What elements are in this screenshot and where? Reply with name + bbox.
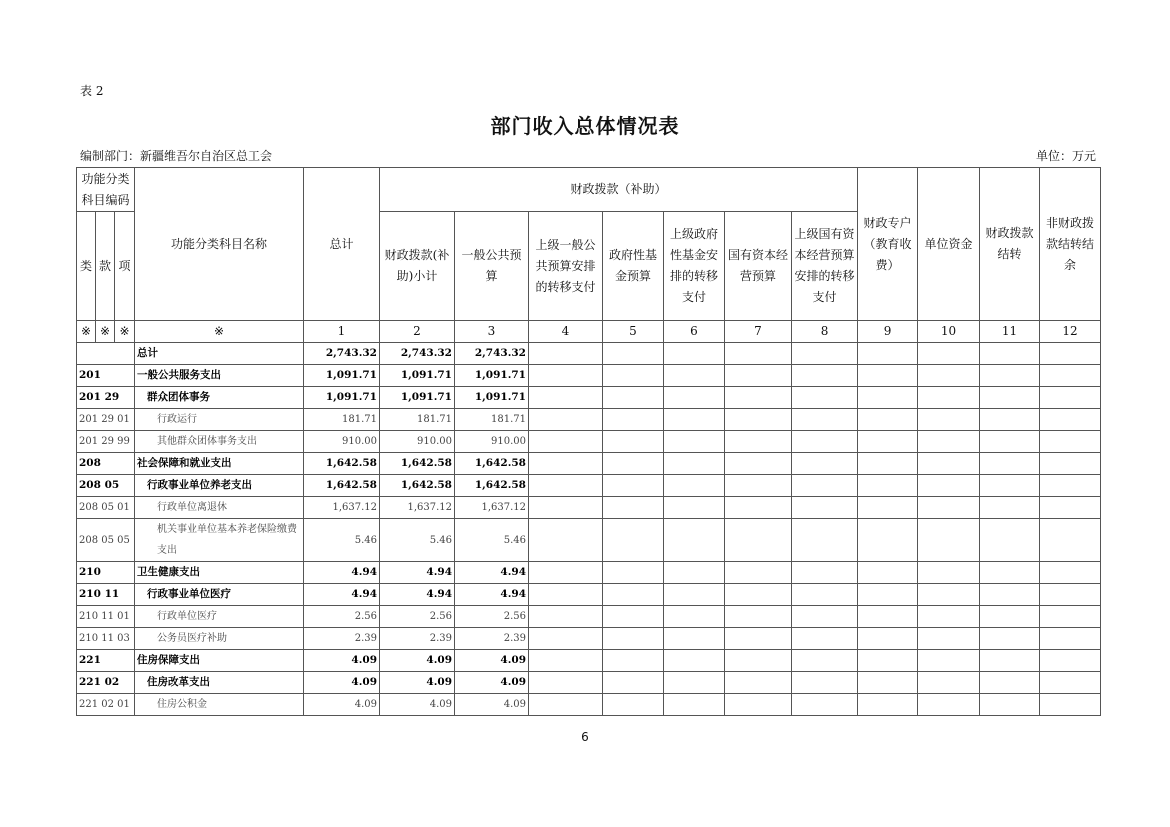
empty-cell xyxy=(918,628,980,650)
row-general: 4.09 xyxy=(455,650,529,672)
row-total: 1,642.58 xyxy=(304,475,380,497)
empty-cell xyxy=(858,519,918,562)
empty-cell xyxy=(725,497,792,519)
row-total: 2,743.32 xyxy=(304,343,380,365)
table-row xyxy=(77,497,1101,519)
empty-cell xyxy=(918,584,980,606)
empty-cell xyxy=(529,431,603,453)
row-total: 1,091.71 xyxy=(304,387,380,409)
row-name: 机关事业单位基本养老保险缴费支出 xyxy=(135,519,304,562)
row-subtotal: 1,637.12 xyxy=(380,497,455,519)
empty-cell xyxy=(918,409,980,431)
row-subtotal: 4.94 xyxy=(380,584,455,606)
empty-cell xyxy=(664,387,725,409)
empty-cell xyxy=(918,519,980,562)
row-total: 2.39 xyxy=(304,628,380,650)
empty-cell xyxy=(792,365,858,387)
table-row xyxy=(77,387,1101,409)
revenue-table xyxy=(76,167,1101,716)
empty-cell xyxy=(603,519,664,562)
header-xiang: 项 xyxy=(115,212,135,321)
row-total: 5.46 xyxy=(304,519,380,562)
table-row xyxy=(77,475,1101,497)
row-subtotal: 1,642.58 xyxy=(380,475,455,497)
empty-cell xyxy=(664,650,725,672)
index-cell: 1 xyxy=(304,321,380,343)
empty-cell xyxy=(603,475,664,497)
empty-cell xyxy=(980,694,1040,716)
empty-cell xyxy=(792,475,858,497)
index-cell: 6 xyxy=(664,321,725,343)
empty-cell xyxy=(792,672,858,694)
empty-cell xyxy=(529,606,603,628)
header-fiscal: 财政拨款（补助） xyxy=(380,168,858,212)
empty-cell xyxy=(725,672,792,694)
empty-cell xyxy=(858,453,918,475)
row-name: 群众团体事务 xyxy=(135,387,304,409)
empty-cell xyxy=(792,584,858,606)
row-name: 其他群众团体事务支出 xyxy=(135,431,304,453)
code-cell: 210 11 03 xyxy=(77,628,135,650)
empty-cell xyxy=(1040,343,1101,365)
empty-cell xyxy=(1040,365,1101,387)
code-cell: 208 05 05 xyxy=(77,519,135,562)
index-row xyxy=(77,321,1101,343)
row-name: 一般公共服务支出 xyxy=(135,365,304,387)
row-subtotal: 5.46 xyxy=(380,519,455,562)
row-total: 2.56 xyxy=(304,606,380,628)
empty-cell xyxy=(980,453,1040,475)
header-special: 财政专户（教育收费） xyxy=(858,168,918,321)
empty-cell xyxy=(858,365,918,387)
row-total: 4.94 xyxy=(304,584,380,606)
table-label: 表 2 xyxy=(80,84,104,98)
empty-cell xyxy=(529,672,603,694)
row-subtotal: 1,642.58 xyxy=(380,453,455,475)
empty-cell xyxy=(1040,475,1101,497)
index-cell: 9 xyxy=(858,321,918,343)
index-cell: 2 xyxy=(380,321,455,343)
empty-cell xyxy=(529,584,603,606)
row-name: 行政事业单位养老支出 xyxy=(135,475,304,497)
empty-cell xyxy=(980,519,1040,562)
empty-cell xyxy=(980,431,1040,453)
empty-cell xyxy=(529,650,603,672)
row-name: 公务员医疗补助 xyxy=(135,628,304,650)
empty-cell xyxy=(664,584,725,606)
empty-cell xyxy=(792,497,858,519)
row-name: 行政运行 xyxy=(135,409,304,431)
row-subtotal: 181.71 xyxy=(380,409,455,431)
index-cell: 4 xyxy=(529,321,603,343)
row-general: 2.56 xyxy=(455,606,529,628)
row-name: 总计 xyxy=(135,343,304,365)
index-cell: ※ xyxy=(115,321,135,343)
empty-cell xyxy=(529,694,603,716)
empty-cell xyxy=(603,453,664,475)
code-cell: 208 05 01 xyxy=(77,497,135,519)
header-total: 总计 xyxy=(304,168,380,321)
empty-cell xyxy=(858,343,918,365)
row-name: 行政事业单位医疗 xyxy=(135,584,304,606)
empty-cell xyxy=(792,431,858,453)
empty-cell xyxy=(664,343,725,365)
row-subtotal: 4.09 xyxy=(380,694,455,716)
empty-cell xyxy=(529,365,603,387)
header-upper-general: 上级一般公共预算安排的转移支付 xyxy=(529,212,603,321)
empty-cell xyxy=(529,475,603,497)
index-cell: 5 xyxy=(603,321,664,343)
row-general: 5.46 xyxy=(455,519,529,562)
table-row xyxy=(77,431,1101,453)
empty-cell xyxy=(1040,409,1101,431)
empty-cell xyxy=(980,365,1040,387)
empty-cell xyxy=(792,650,858,672)
row-subtotal: 4.09 xyxy=(380,672,455,694)
empty-cell xyxy=(792,453,858,475)
row-general: 1,637.12 xyxy=(455,497,529,519)
empty-cell xyxy=(918,365,980,387)
table-row xyxy=(77,694,1101,716)
row-general: 1,642.58 xyxy=(455,453,529,475)
row-general: 4.09 xyxy=(455,694,529,716)
code-cell: 221 xyxy=(77,650,135,672)
empty-cell xyxy=(603,409,664,431)
header-func-code: 功能分类科目编码 xyxy=(77,168,135,212)
row-general: 4.94 xyxy=(455,584,529,606)
empty-cell xyxy=(858,497,918,519)
empty-cell xyxy=(664,409,725,431)
header-nonfiscal: 非财政拨款结转结余 xyxy=(1040,168,1101,321)
empty-cell xyxy=(603,694,664,716)
empty-cell xyxy=(792,562,858,584)
empty-cell xyxy=(918,672,980,694)
code-cell: 210 xyxy=(77,562,135,584)
empty-cell xyxy=(725,628,792,650)
empty-cell xyxy=(603,365,664,387)
empty-cell xyxy=(664,606,725,628)
empty-cell xyxy=(858,606,918,628)
code-cell: 210 11 01 xyxy=(77,606,135,628)
empty-cell xyxy=(725,519,792,562)
header-kuan: 款 xyxy=(96,212,115,321)
code-cell: 201 29 xyxy=(77,387,135,409)
empty-cell xyxy=(980,650,1040,672)
empty-cell xyxy=(1040,519,1101,562)
table-row xyxy=(77,365,1101,387)
empty-cell xyxy=(529,497,603,519)
index-cell: 10 xyxy=(918,321,980,343)
row-name: 住房改革支出 xyxy=(135,672,304,694)
header-general-budget: 一般公共预算 xyxy=(455,212,529,321)
row-subtotal: 910.00 xyxy=(380,431,455,453)
row-general: 910.00 xyxy=(455,431,529,453)
header-state-capital: 国有资本经营预算 xyxy=(725,212,792,321)
index-cell: 7 xyxy=(725,321,792,343)
empty-cell xyxy=(918,562,980,584)
empty-cell xyxy=(725,650,792,672)
empty-cell xyxy=(725,584,792,606)
empty-cell xyxy=(1040,694,1101,716)
empty-cell xyxy=(918,453,980,475)
code-cell: 208 05 xyxy=(77,475,135,497)
empty-cell xyxy=(664,431,725,453)
empty-cell xyxy=(918,694,980,716)
empty-cell xyxy=(918,431,980,453)
empty-cell xyxy=(603,606,664,628)
row-name: 行政单位离退休 xyxy=(135,497,304,519)
empty-cell xyxy=(1040,584,1101,606)
empty-cell xyxy=(603,628,664,650)
table-row xyxy=(77,628,1101,650)
empty-cell xyxy=(664,694,725,716)
index-cell: 8 xyxy=(792,321,858,343)
unit-label: 单位：万元 xyxy=(1035,149,1096,163)
row-general: 2.39 xyxy=(455,628,529,650)
table-row xyxy=(77,584,1101,606)
row-name: 社会保障和就业支出 xyxy=(135,453,304,475)
empty-cell xyxy=(603,431,664,453)
table-row xyxy=(77,409,1101,431)
empty-cell xyxy=(603,650,664,672)
empty-cell xyxy=(858,409,918,431)
empty-cell xyxy=(664,628,725,650)
header-upper-fund: 上级政府性基金安排的转移支付 xyxy=(664,212,725,321)
header-unit-fund: 单位资金 xyxy=(918,168,980,321)
empty-cell xyxy=(725,387,792,409)
code-cell: 221 02 xyxy=(77,672,135,694)
empty-cell xyxy=(725,606,792,628)
code-cell: 201 xyxy=(77,365,135,387)
index-cell: ※ xyxy=(135,321,304,343)
empty-cell xyxy=(725,694,792,716)
empty-cell xyxy=(980,387,1040,409)
row-total: 1,091.71 xyxy=(304,365,380,387)
row-general: 181.71 xyxy=(455,409,529,431)
empty-cell xyxy=(980,584,1040,606)
empty-cell xyxy=(725,431,792,453)
empty-cell xyxy=(858,628,918,650)
empty-cell xyxy=(664,453,725,475)
empty-cell xyxy=(725,343,792,365)
empty-cell xyxy=(725,365,792,387)
code-cell: 210 11 xyxy=(77,584,135,606)
empty-cell xyxy=(980,343,1040,365)
table-row xyxy=(77,343,1101,365)
empty-cell xyxy=(664,365,725,387)
empty-cell xyxy=(858,387,918,409)
code-cell: 208 xyxy=(77,453,135,475)
department-label: 编制部门：新疆维吾尔自治区总工会 xyxy=(80,149,273,163)
empty-cell xyxy=(980,606,1040,628)
row-subtotal: 4.09 xyxy=(380,650,455,672)
empty-cell xyxy=(529,409,603,431)
empty-cell xyxy=(918,650,980,672)
empty-cell xyxy=(980,672,1040,694)
row-name: 住房保障支出 xyxy=(135,650,304,672)
row-subtotal: 1,091.71 xyxy=(380,365,455,387)
empty-cell xyxy=(664,475,725,497)
index-cell: 11 xyxy=(980,321,1040,343)
empty-cell xyxy=(792,387,858,409)
row-general: 1,091.71 xyxy=(455,387,529,409)
empty-cell xyxy=(918,475,980,497)
header-carryover: 财政拨款结转 xyxy=(980,168,1040,321)
empty-cell xyxy=(603,562,664,584)
row-general: 2,743.32 xyxy=(455,343,529,365)
empty-cell xyxy=(1040,672,1101,694)
empty-cell xyxy=(725,475,792,497)
empty-cell xyxy=(529,387,603,409)
empty-cell xyxy=(529,628,603,650)
empty-cell xyxy=(792,343,858,365)
empty-cell xyxy=(725,409,792,431)
empty-cell xyxy=(918,606,980,628)
empty-cell xyxy=(1040,453,1101,475)
empty-cell xyxy=(664,519,725,562)
empty-cell xyxy=(664,562,725,584)
row-general: 4.94 xyxy=(455,562,529,584)
row-subtotal: 2.56 xyxy=(380,606,455,628)
empty-cell xyxy=(918,387,980,409)
header-fiscal-subtotal: 财政拨款(补助)小计 xyxy=(380,212,455,321)
row-name: 住房公积金 xyxy=(135,694,304,716)
empty-cell xyxy=(664,497,725,519)
empty-cell xyxy=(980,409,1040,431)
row-subtotal: 2.39 xyxy=(380,628,455,650)
empty-cell xyxy=(858,431,918,453)
empty-cell xyxy=(1040,387,1101,409)
index-cell: 12 xyxy=(1040,321,1101,343)
code-cell: 201 29 99 xyxy=(77,431,135,453)
empty-cell xyxy=(603,387,664,409)
empty-cell xyxy=(1040,628,1101,650)
row-subtotal: 4.94 xyxy=(380,562,455,584)
row-total: 4.94 xyxy=(304,562,380,584)
empty-cell xyxy=(980,497,1040,519)
empty-cell xyxy=(725,562,792,584)
empty-cell xyxy=(529,562,603,584)
code-cell xyxy=(77,343,135,365)
row-total: 181.71 xyxy=(304,409,380,431)
empty-cell xyxy=(529,343,603,365)
empty-cell xyxy=(792,409,858,431)
empty-cell xyxy=(529,519,603,562)
empty-cell xyxy=(603,672,664,694)
empty-cell xyxy=(858,562,918,584)
row-total: 4.09 xyxy=(304,650,380,672)
empty-cell xyxy=(918,343,980,365)
empty-cell xyxy=(792,519,858,562)
row-total: 1,642.58 xyxy=(304,453,380,475)
empty-cell xyxy=(725,453,792,475)
empty-cell xyxy=(792,628,858,650)
table-row xyxy=(77,650,1101,672)
empty-cell xyxy=(603,497,664,519)
header-gov-fund: 政府性基金预算 xyxy=(603,212,664,321)
row-general: 1,091.71 xyxy=(455,365,529,387)
index-cell: 3 xyxy=(455,321,529,343)
header-upper-state: 上级国有资本经营预算安排的转移支付 xyxy=(792,212,858,321)
table-row xyxy=(77,453,1101,475)
empty-cell xyxy=(1040,562,1101,584)
empty-cell xyxy=(1040,431,1101,453)
empty-cell xyxy=(603,584,664,606)
empty-cell xyxy=(980,628,1040,650)
empty-cell xyxy=(980,562,1040,584)
empty-cell xyxy=(664,672,725,694)
empty-cell xyxy=(980,475,1040,497)
empty-cell xyxy=(858,672,918,694)
table-row xyxy=(77,606,1101,628)
empty-cell xyxy=(858,475,918,497)
row-total: 4.09 xyxy=(304,672,380,694)
empty-cell xyxy=(1040,497,1101,519)
table-row xyxy=(77,672,1101,694)
empty-cell xyxy=(603,343,664,365)
empty-cell xyxy=(529,453,603,475)
empty-cell xyxy=(858,694,918,716)
empty-cell xyxy=(792,606,858,628)
empty-cell xyxy=(1040,650,1101,672)
empty-cell xyxy=(918,497,980,519)
row-name: 行政单位医疗 xyxy=(135,606,304,628)
code-cell: 201 29 01 xyxy=(77,409,135,431)
row-subtotal: 1,091.71 xyxy=(380,387,455,409)
row-total: 4.09 xyxy=(304,694,380,716)
index-cell: ※ xyxy=(96,321,115,343)
row-general: 4.09 xyxy=(455,672,529,694)
row-name: 卫生健康支出 xyxy=(135,562,304,584)
header-name: 功能分类科目名称 xyxy=(135,168,304,321)
table-row xyxy=(77,519,1101,562)
page-number: 6 xyxy=(581,730,589,744)
empty-cell xyxy=(858,584,918,606)
page-title: 部门收入总体情况表 xyxy=(490,114,680,138)
table-row xyxy=(77,562,1101,584)
code-cell: 221 02 01 xyxy=(77,694,135,716)
index-cell: ※ xyxy=(77,321,96,343)
empty-cell xyxy=(858,650,918,672)
empty-cell xyxy=(792,694,858,716)
row-total: 910.00 xyxy=(304,431,380,453)
row-general: 1,642.58 xyxy=(455,475,529,497)
row-subtotal: 2,743.32 xyxy=(380,343,455,365)
header-class: 类 xyxy=(77,212,96,321)
row-total: 1,637.12 xyxy=(304,497,380,519)
empty-cell xyxy=(1040,606,1101,628)
